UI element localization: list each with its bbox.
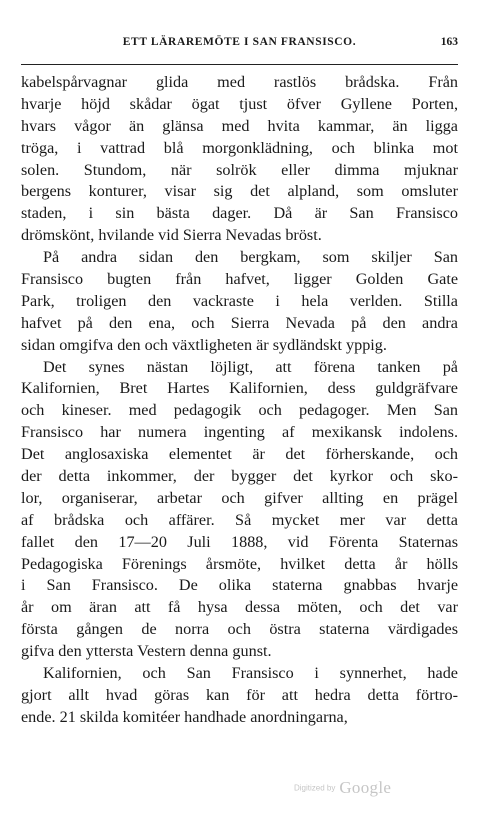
text-line: tröga, i vattrad blå morgonklädning, och blinka mot	[21, 138, 458, 157]
text-line: år om äran att få hysa dessa möten, och det var	[21, 598, 458, 617]
text-line: Kalifornien, Bret Hartes Kalifornien, dess guldgräfvare	[21, 379, 458, 398]
header-rule	[21, 64, 458, 65]
text-line: Pedagogiska Förenings årsmöte, hvilket detta år hölls	[21, 554, 458, 573]
text-line: i San Fransisco. De olika staterna gnabbas hvarje	[21, 576, 458, 595]
text-line: Det anglosaxiska elementet är det förherskande, och	[21, 445, 458, 464]
text-line: Kalifornien, och San Fransisco i synnerhet, hade	[43, 664, 458, 683]
body-text	[21, 72, 458, 729]
watermark-prefix: Digitized by	[294, 783, 336, 793]
text-line: sidan omgifva den och växtligheten är sydländskt yppig.	[21, 335, 387, 354]
google-logo: Google	[339, 778, 392, 797]
text-line: gifva den yttersta Vestern denna gunst.	[21, 642, 272, 661]
text-line: På andra sidan den bergkam, som skiljer San	[43, 248, 458, 267]
paragraph	[21, 663, 458, 729]
text-line: hvars vågor än glänsa med hvita kammar, än ligga	[21, 116, 458, 135]
paragraph	[21, 357, 458, 663]
text-line: bergens konturer, visar sig det alpland, som omsluter	[21, 182, 458, 201]
google-watermark	[294, 778, 404, 800]
text-line: Fransisco har numera ingenting af mexikansk indolens.	[21, 423, 458, 442]
paragraph	[21, 247, 458, 356]
text-line: första gången de norra och östra staterna värdigades	[21, 620, 458, 639]
text-line: Park, troligen den vackraste i hela verlden. Stilla	[21, 291, 458, 310]
text-line: drömskönt, hvilande vid Sierra Nevadas bröst.	[21, 226, 322, 245]
text-line: gjort allt hvad göras kan för att hedra detta förtro-	[21, 685, 458, 704]
text-line: hafvet på den ena, och Sierra Nevada på den andra	[21, 313, 458, 332]
text-line: ende. 21 skilda komitéer handhade anordningarna,	[21, 707, 348, 726]
running-head	[21, 36, 458, 56]
text-line: och kineser. med pedagogik och pedagoger. Men San	[21, 401, 458, 420]
text-line: kabelspårvagnar glida med rastlös brådska. Från	[21, 73, 458, 91]
text-line: Fransisco bugten från hafvet, ligger Golden Gate	[21, 270, 458, 289]
text-line: hvarje höjd skådar ögat tjust öfver Gyllene Porten,	[21, 94, 458, 113]
running-title: ETT LÄRAREMÖTE I SAN FRANSISCO.	[122, 36, 357, 48]
text-line: Det synes nästan löjligt, att förena tanken på	[43, 357, 458, 376]
text-line: lor, organiserar, arbetar och gifver allting en prägel	[21, 488, 458, 507]
text-line: der detta inkommer, der bygger det kyrkor och sko-	[21, 467, 458, 486]
paragraph	[21, 72, 458, 247]
page-number: 163	[440, 36, 458, 48]
text-line: staden, i sin bästa dager. Då är San Fransisco	[21, 204, 458, 223]
text-line: fallet den 17—20 Juli 1888, vid Förenta Staternas	[21, 532, 458, 551]
text-line: solen. Stundom, när solrök eller dimma mjuknar	[21, 160, 458, 179]
text-line: af brådska och affärer. Så mycket mer var detta	[21, 510, 458, 529]
